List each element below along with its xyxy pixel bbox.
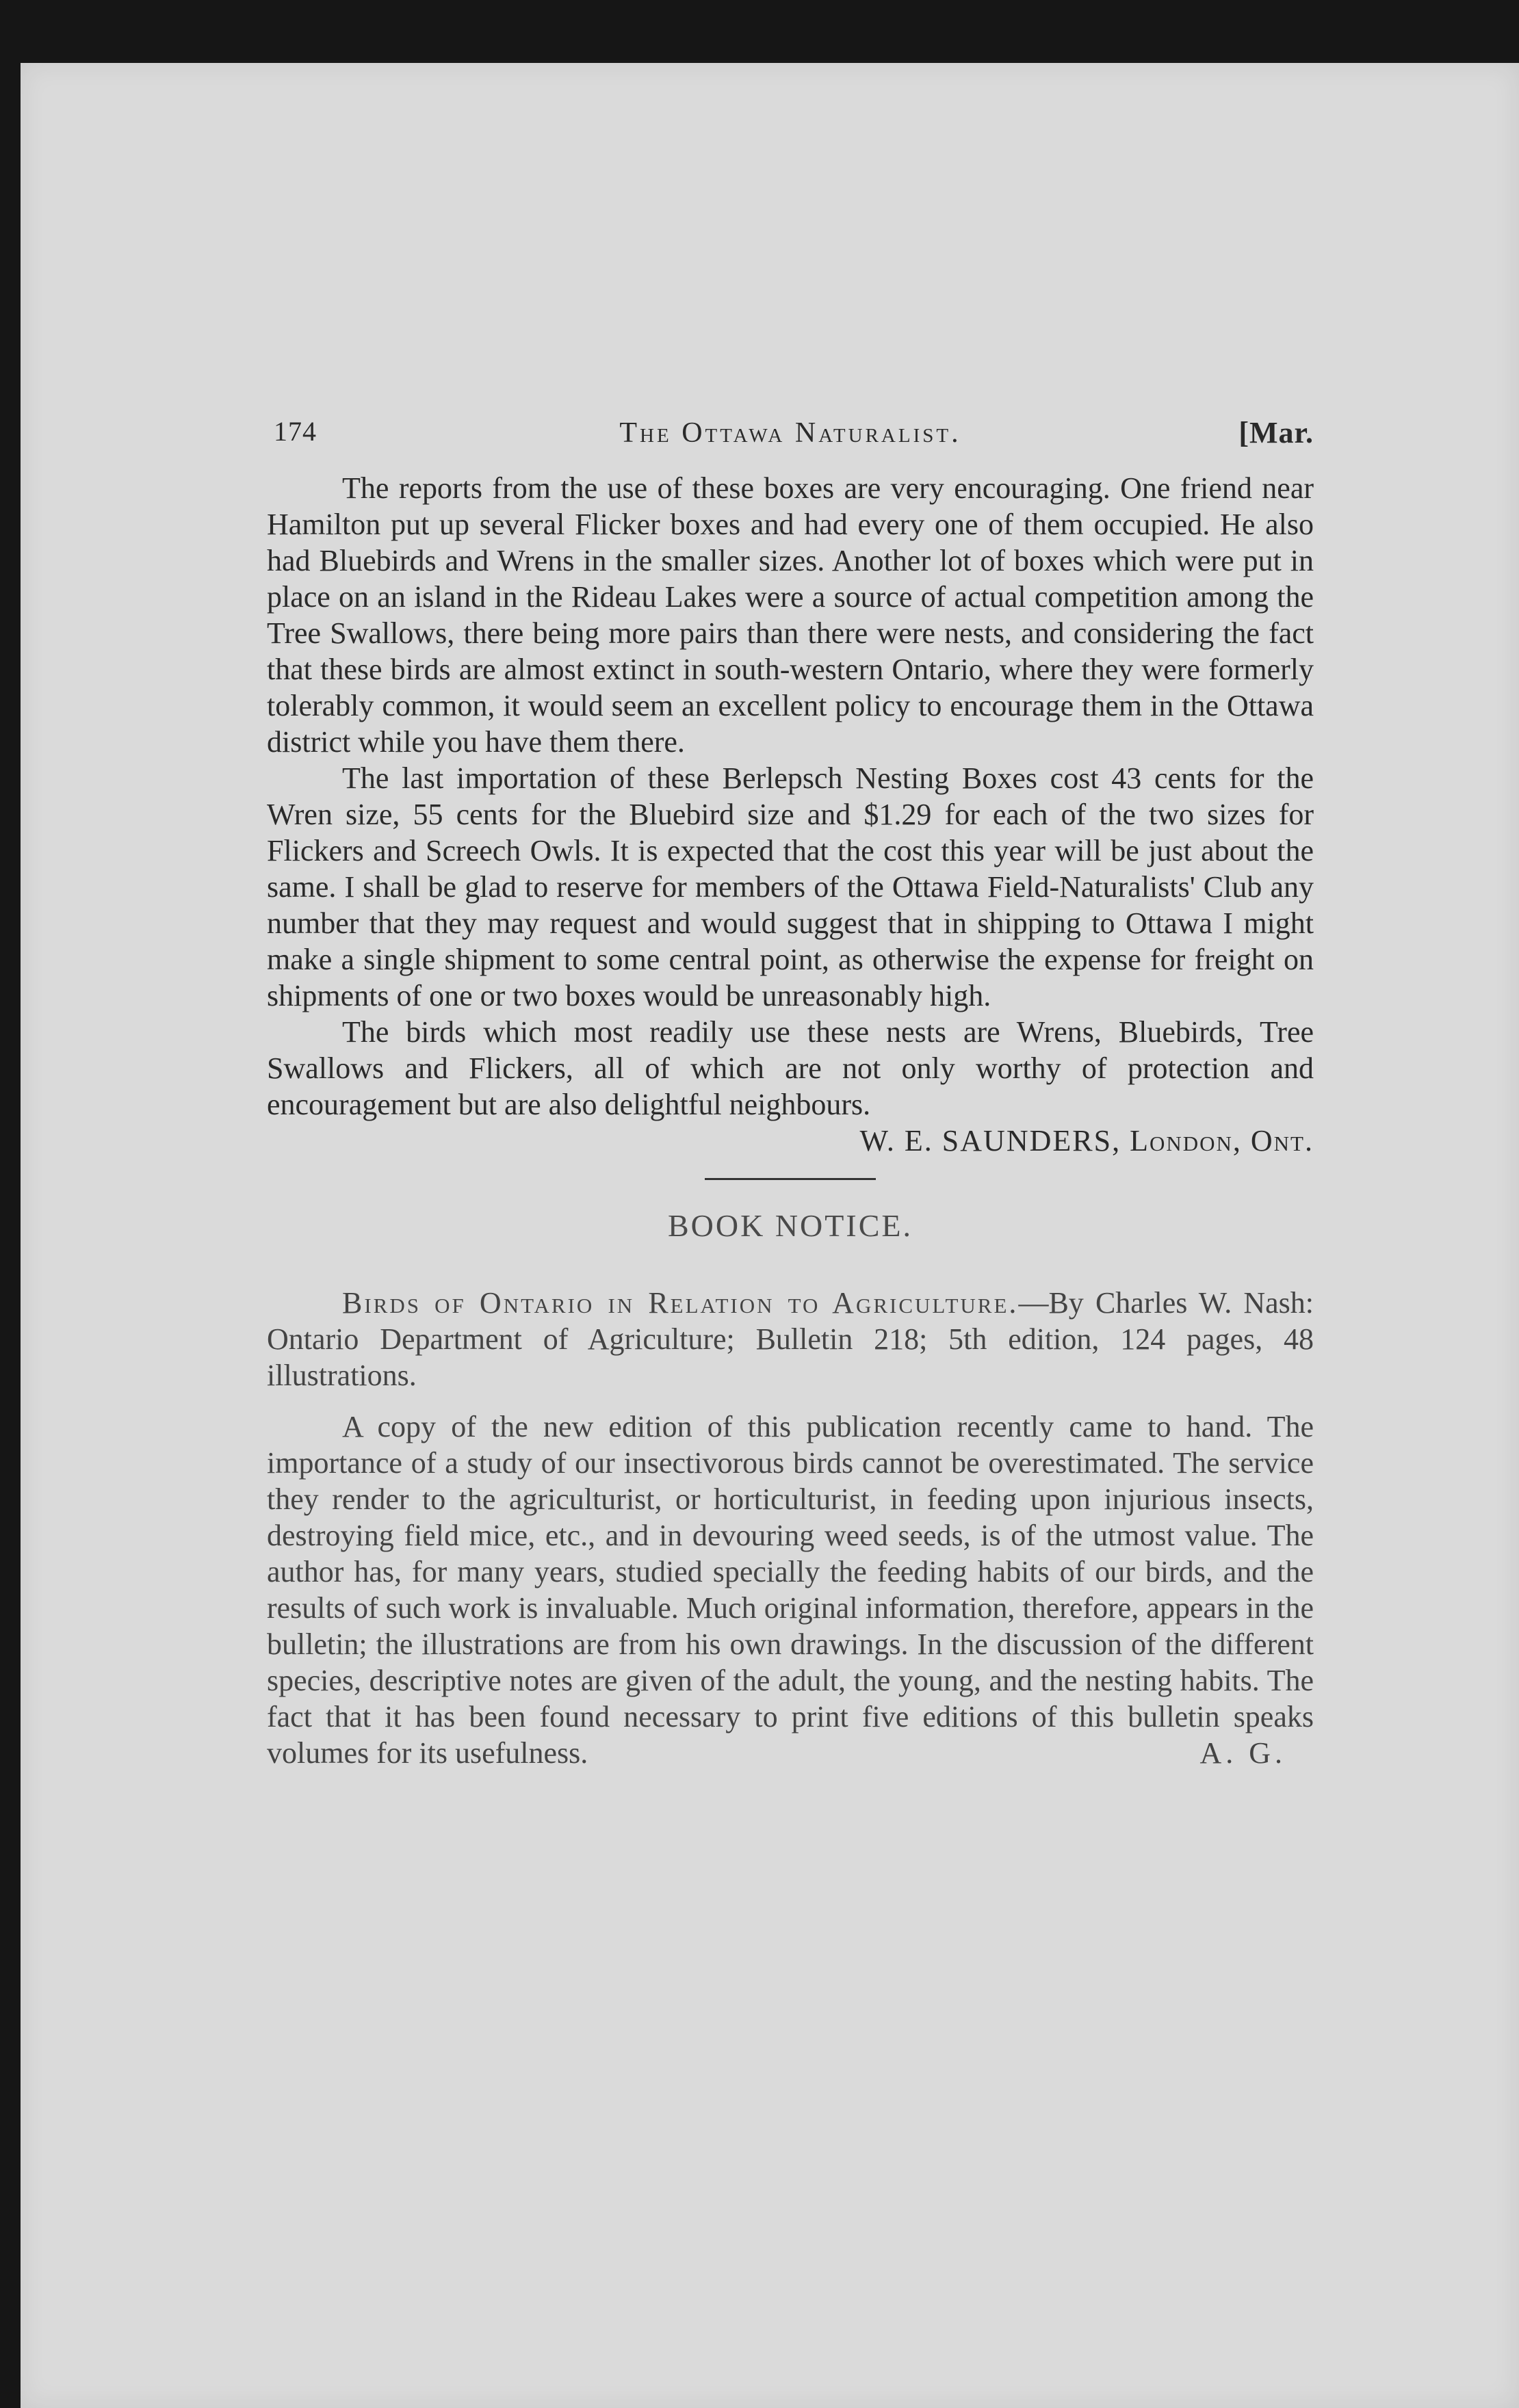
issue-month: [Mar. bbox=[1238, 416, 1314, 449]
page-number: 174 bbox=[274, 416, 317, 447]
article-paragraph: The birds which most readily use these nests are Wrens, Bluebirds, Tree Swallows and Flickers, all of which are not only worthy of protection and encouragement but are also delightful neighbours. bbox=[267, 1015, 1314, 1121]
journal-title: The Ottawa Naturalist. bbox=[619, 417, 961, 449]
book-citation-details: —By Charles W. Nash: Ontario Department of Agriculture; Bulletin 218; 5th edition, 124 pages, 48 illustrations. bbox=[267, 1286, 1314, 1392]
signature-name: W. E. SAUNDERS, bbox=[859, 1124, 1121, 1157]
book-citation bbox=[267, 1285, 1314, 1393]
book-review-body bbox=[267, 1409, 1314, 1771]
reviewer-initials: A. G. bbox=[1199, 1736, 1286, 1770]
page-sheet bbox=[21, 63, 1519, 2408]
book-notice bbox=[267, 1207, 1314, 1771]
article-signature bbox=[267, 1123, 1314, 1159]
running-head bbox=[267, 408, 1314, 470]
book-title: Birds of Ontario in Relation to Agriculture. bbox=[342, 1286, 1019, 1320]
book-review-text: A copy of the new edition of this publication recently came to hand. The importance of a study of our insectivorous birds cannot be overestimated. The service they render to the agriculturist, or horticulturist, in feeding upon injurious insects, destroying field mice, etc., and in devouring weed seeds, is of the utmost value. The author has, for many years, studied specially the feeding habits of our birds, and the results of such work is invaluable. Much original information, therefore, appears in the bulletin; the illustrations are from his own drawings. In the discussion of the different species, descriptive notes are given of the adult, the young, and the nesting habits. The fact that it has been found necessary to print five editions of this bulletin speaks volumes for its usefulness. bbox=[267, 1410, 1314, 1770]
section-divider bbox=[705, 1178, 876, 1180]
text-block bbox=[267, 408, 1314, 1771]
signature-place: London, Ont. bbox=[1130, 1124, 1314, 1157]
book-notice-heading: BOOK NOTICE. bbox=[668, 1208, 913, 1243]
article-paragraph: The last importation of these Berlepsch Nesting Boxes cost 43 cents for the Wren size, 55 cents for the Bluebird size and $1.29 for each of the two sizes for Flickers and Screech Owls. It is expected that the cost this year will be just about the same. I shall be glad to reserve for members of the Ottawa Field-Naturalists' Club any number that they may request and would suggest that in shipping to Ottawa I might make a single shipment to some central point, as otherwise the expense for freight on shipments of one or two boxes would be unreasonably high. bbox=[267, 761, 1314, 1012]
article-body bbox=[267, 470, 1314, 1159]
article-paragraph: The reports from the use of these boxes are very encouraging. One friend near Hamilton put up several Flicker boxes and had every one of them occupied. He also had Bluebirds and Wrens in the smaller sizes. Another lot of boxes which were put in place on an island in the Rideau Lakes were a source of actual competition among the Tree Swallows, there being more pairs than there were nests, and considering the fact that these birds are almost extinct in south-western Ontario, where they were formerly tolerably common, it would seem an excellent policy to encourage them in the Ottawa district while you have them there. bbox=[267, 471, 1314, 759]
